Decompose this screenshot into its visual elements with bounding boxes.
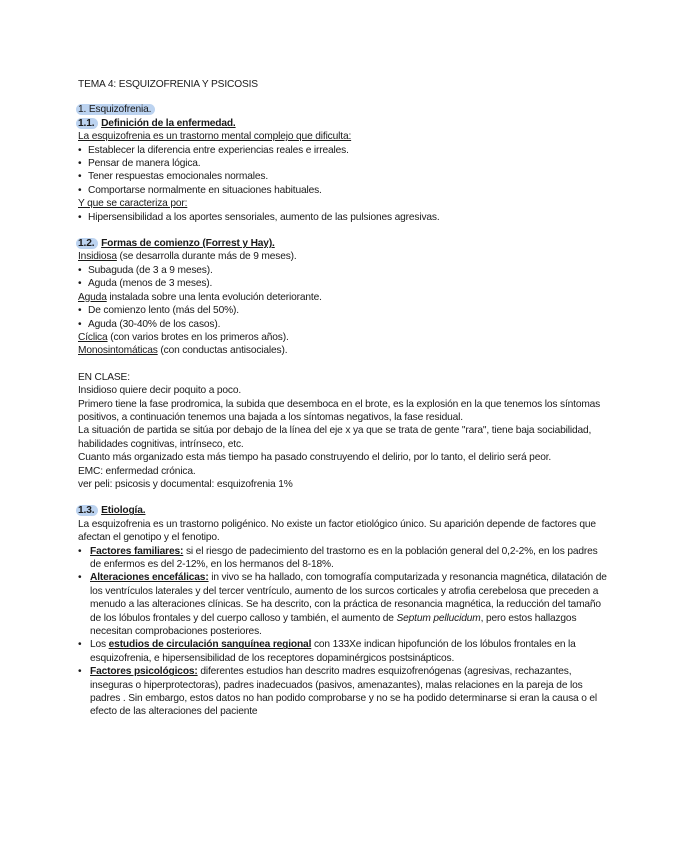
characterization-list [78,211,608,224]
list-item: • Hipersensibilidad a los aportes sensoriales, aumento de las pulsiones agresivas. [78,211,608,224]
document-body [78,78,608,719]
onset-ciclica [78,331,608,344]
factor-text: in vivo se ha hallado, con tomografía computarizada y resonancia magnética, dilatación de los ventrículos laterales y del tercer ventrículo, aumento de los surcos corticales y atrofia cerebelosa que preceden a menudo a las alteraciones clínicas. Se ha descrito, con la práctica de resonancia magnética, la reducción del tamaño de los lóbulos frontales y del cuerpo calloso y también, el aumento de [90,572,607,624]
aguda-list [78,304,608,331]
subsection-number: 1.2. [76,238,98,249]
list-item: • Aguda (30-40% de los casos). [78,318,608,331]
subsection-heading-1-2 [78,237,608,250]
subsection-heading-1-1 [78,117,608,130]
factor-prefix: Los [90,639,109,651]
list-item: • Tener respuestas emocionales normales. [78,170,608,183]
term-description: (se desarrolla durante más de 9 meses). [116,251,297,263]
term-description: instalada sobre una lenta evolución deteriorante. [106,291,322,303]
subsection-number: 1.1. [76,118,98,129]
list-item: • De comienzo lento (más del 50%). [78,304,608,317]
etiology-list [78,545,608,719]
class-note-line: Primero tiene la fase prodromica, la subida que desemboca en el brote, es la explosión en la que tenemos los síntomas positivos, a continuación tenemos una bajada a los síntomas negativos, la fase residual. [78,398,601,423]
list-item: • Aguda (menos de 3 meses). [78,277,608,290]
factor-term: Factores psicológicos: [90,666,198,678]
term: Aguda [78,291,107,303]
etiology-intro: La esquizofrenia es un trastorno poligénico. No existe un factor etiológico único. Su aparición depende de factores que afectan el genotipo y el fenotipo. [78,518,596,544]
subsection-title: Definición de la enfermedad. [101,117,236,129]
list-item: • Establecer la diferencia entre experiencias reales e irreales. [78,144,608,157]
list-item: • Subaguda (de 3 a 9 meses). [78,264,608,277]
term: Insidiosa [78,251,117,263]
section-heading-1 [78,103,608,116]
onset-insidiosa [78,250,608,263]
subsection-number: 1.3. [76,505,98,516]
subsection-title: Etiología. [101,505,146,517]
class-note-line: Insidioso quiere decir poquito a poco. [78,385,242,397]
document-title: TEMA 4: ESQUIZOFRENIA Y PSICOSIS [78,79,258,90]
term-description: (con conductas antisociales). [157,345,288,357]
class-note-line: Cuanto más organizado esta más tiempo ha pasado construyendo el delirio, por lo tanto, el delirio será peor. [78,452,552,464]
definition-intro: La esquizofrenia es un trastorno mental complejo que dificulta: [78,131,352,143]
factor-term: estudios de circulación sanguínea regional [108,639,312,651]
term: Cíclica [78,331,108,343]
factor-term: Alteraciones encefálicas: [90,572,209,584]
list-item: • Pensar de manera lógica. [78,157,608,170]
characterization-intro: Y que se caracteriza por: [78,198,188,210]
definition-list [78,144,608,198]
class-note-line: EMC: enfermedad crónica. [78,465,196,477]
factor-term: Factores familiares: [90,545,184,557]
highlighted-section-title: 1. Esquizofrenia. [76,104,155,115]
class-note-line: La situación de partida se sitúa por debajo de la línea del eje x ya que se trata de gente "rara", tiene baja sociabilidad, habilidades cognitivas, intrínseco, etc. [78,425,592,450]
term: Monosintomáticas [78,345,158,357]
list-item: • Comportarse normalmente en situaciones habituales. [78,184,608,197]
onset-monosintomaticas [78,344,608,357]
class-note-line: ver peli: psicosis y documental: esquizofrenia 1% [78,478,293,490]
subsection-title: Formas de comienzo (Forrest y Hay). [101,238,275,250]
term-description: (con varios brotes en los primeros años). [107,331,289,343]
list-item [78,665,608,719]
factor-text: , pero estos hallazgos necesitan comprobaciones posteriores. [90,612,577,638]
factor-text: diferentes estudios han descrito madres esquizofrenógenas (agresivas, rechazantes, inseguras o hiperprotectoras), padres inadecuados (pasivos, amenazantes), malas relaciones en la pareja de los padres . Sin embargo, estos datos no han podido comprobarse y no se ha podido determinarse si eran la causa o el efecto de las alteraciones del paciente [90,666,598,718]
subsection-heading-1-3 [78,504,608,517]
insidiosa-list [78,264,608,291]
list-item [78,638,608,665]
list-item [78,545,608,572]
factor-text: si el riesgo de padecimiento del trastorno es en la población general del 0,2-2%, en los padres de enfermos es del 2-12%, en los hermanos del 8-18%. [90,545,598,570]
factor-text: con 133Xe indican hipofunción de los lóbulos frontales en la esquizofrenia, e hipersensibilidad de los receptores dopaminérgicos postsinápticos. [90,639,576,664]
onset-aguda [78,291,608,304]
list-item [78,571,608,638]
factor-italic-term: Septum pellucidum [396,612,481,624]
class-notes-heading: EN CLASE: [78,371,130,383]
